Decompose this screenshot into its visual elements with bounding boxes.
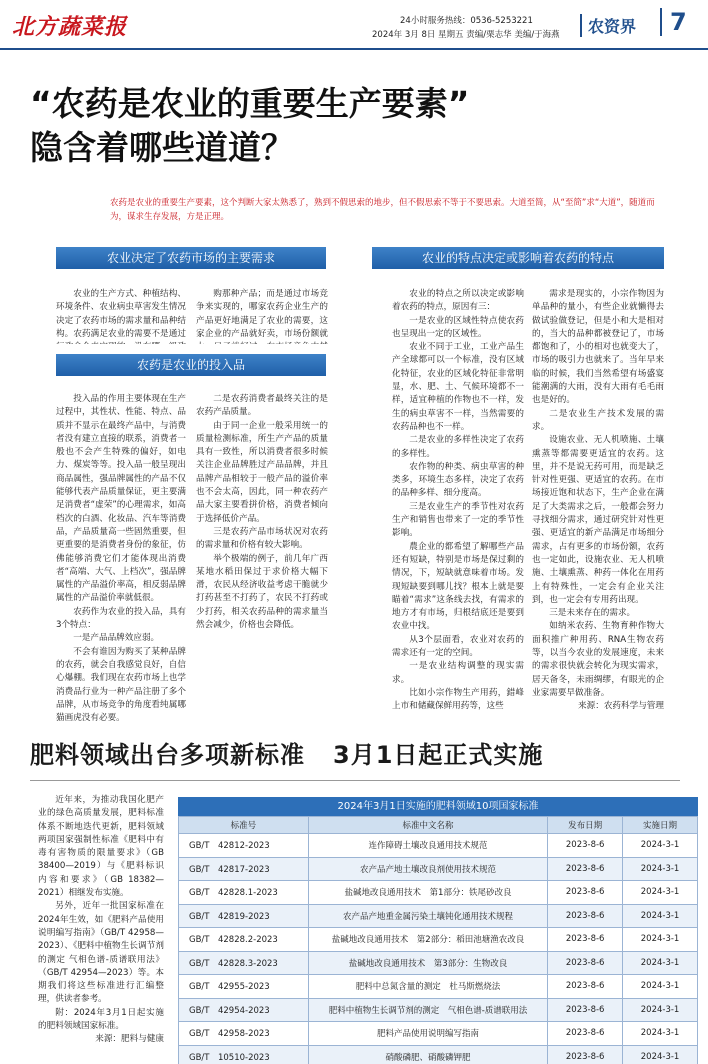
header-standard-name: 标准中文名称 bbox=[308, 817, 547, 834]
title-line-1: “农药是农业的重要生产要素” bbox=[30, 84, 470, 123]
title-line-2: 隐含着哪些道道？ bbox=[30, 128, 294, 167]
publish-date-cell: 2023-8-6 bbox=[548, 951, 623, 975]
effective-date-cell: 2024-3-1 bbox=[623, 998, 698, 1022]
fertilizer-headline bbox=[30, 735, 680, 770]
publish-date-cell: 2023-8-6 bbox=[548, 975, 623, 999]
effective-date-cell: 2024-3-1 bbox=[623, 975, 698, 999]
table-row bbox=[179, 928, 698, 952]
market-col-2: 购那种产品；而是通过市场竞争来实现的，哪家农药企业生产的产品更好地满足了农业的需要，这家企业的产品就好卖，市场份额就 bbox=[196, 289, 328, 339]
standard-no-cell: GB/T 42812-2023 bbox=[179, 834, 309, 858]
standard-name-cell: 肥料中总氮含量的测定 杜马斯燃烧法 bbox=[308, 975, 547, 999]
standard-no-cell: GB/T 42828.2-2023 bbox=[179, 928, 309, 952]
standard-name-cell: 盐碱地改良通用技术 第1部分：铁尾砂改良 bbox=[308, 881, 547, 905]
standard-no-cell: GB/T 42828.3-2023 bbox=[179, 951, 309, 975]
standard-name-cell: 盐碱地改良通用技术 第3部分：生物改良 bbox=[308, 951, 547, 975]
lead-paragraph: 农药是农业的重要生产要素，这个判断大家太熟悉了，熟到不假思索的地步，但不假思索不等于不要思索。大道至简，从“至简”求“大道”，随道而为，谋求生存发展，方是正理。 bbox=[110, 198, 655, 222]
effective-date-cell: 2024-3-1 bbox=[623, 881, 698, 905]
standard-name-cell: 肥料中植物生长调节剂的测定 气相色谱-质谱联用法 bbox=[308, 998, 547, 1022]
table-row bbox=[179, 881, 698, 905]
table-row bbox=[179, 857, 698, 881]
section-banner-characteristics: 农业的特点决定或影响着农药的特点 bbox=[372, 247, 664, 269]
fertilizer-source: 来源：肥料与健康 bbox=[95, 1034, 164, 1045]
standard-no-cell: GB/T 10510-2023 bbox=[179, 1045, 309, 1064]
article-source: 来源：农药科学与管理 bbox=[578, 701, 664, 712]
publish-date-cell: 2023-8-6 bbox=[548, 857, 623, 881]
characteristics-col-2: 需求是现实的，小宗作物因为单品种的量小，有些企业就懒得去做试验做登记，但是小和大是相对的，当大的品种都被登记了，市场都饱和了，小的相对也就变大了，市场的吸引力也就来了。当年早来临的时候，我们当然希望有场盛宴能潮满的大雨，没有大雨有毛毛雨也是好的。 二是农业生产技术发展的需求。 设施农业、无人机喷施、土壤熏蒸等都需要更适宜的农药。这里，并不是说无药可用，而是缺乏针对性更强、更适宜的农药。在市场接近饱和状态下，生产企业在满足了大类需求之后，一般都会努力寻找细分需求，通过研究针对性更强、更适宜的新产品满足市场细分需求，占有更多的市场份额，农药也一定如此，设施农业、无人机喷施、土壤熏蒸、种药一体化在用药上有特殊性，一定会有企业关注到，也一定会有专用药出现。 三是未来存在的需求。 如纳米农药、生物育种作物大面积推广种用药、RNA生物农药等，以当今农业的发展速度，未来的需求很快就会转化为现实需求，居天备冬，未雨绸缪，有眼光的企业家需要早做准备。 来源：农药科学与管理 bbox=[532, 288, 664, 724]
effective-date-cell: 2024-3-1 bbox=[623, 951, 698, 975]
standard-name-cell: 连作障碍土壤改良通用技术规范 bbox=[308, 834, 547, 858]
standard-name-cell: 肥料产品使用说明编写指南 bbox=[308, 1022, 547, 1046]
standard-name-cell: 农产品产地重金属污染土壤钝化通用技术规程 bbox=[308, 904, 547, 928]
publish-date-cell: 2023-8-6 bbox=[548, 834, 623, 858]
publish-date-cell: 2023-8-6 bbox=[548, 1045, 623, 1064]
fertilizer-article: 近年来，为推动我国化肥产业的绿色高质量发展，肥料标准体系不断地迭代更新，肥料领域两项国家强制性标准《肥料中有毒有害物质的限量要求》（GB 38400—2019）与《肥料标识 内容和要求》（GB 18382—2021）相继发布实施。 另外，近年一批国家标准在2024年生效，如《肥料产品使用说明编写指南》（GB/T 42958—2023）、《肥料中植物生长调节剂的测定 气相色谱-质谱联用法》（GB/T 42954—2023）等。本期我们将这些标准进行汇编整理，供读者参考。 附：2024年3月1日起实施的肥料领域国家标准。 来源：肥料与健康 bbox=[38, 794, 164, 1058]
section-divider bbox=[30, 780, 680, 781]
publish-date-cell: 2023-8-6 bbox=[548, 881, 623, 905]
table-row bbox=[179, 975, 698, 999]
effective-date-cell: 2024-3-1 bbox=[623, 834, 698, 858]
table-caption: 2024年3月1日实施的肥料领域10项国家标准 bbox=[178, 797, 698, 816]
standard-no-cell: GB/T 42954-2023 bbox=[179, 998, 309, 1022]
input-col-2: 二是农药消费者最终关注的是农药产品质量。 由于同一企业一般采用统一的质量检测标准，所生产产品的质量具有一致性，所以消费者很多时候关注企业品牌胜过产品品牌，并且品牌产品相较于一般产品的溢价率也不会太高，因此，同一种农药产品大家主要看拼价格，消费者倾向于选择低价产品。 三是农药产品市场状况对农药的需求量和价格有较大影响。 举个极端的例子，前几年广西某地水稻田保过于求价格大幅下滑，农民从经济收益考虑干脆就少打药甚至不打药了，农民不打药或少打药，相关农药品种的需求量当然会减少，价格也会降低。 bbox=[196, 394, 328, 631]
header-publish-date: 发布日期 bbox=[548, 817, 623, 834]
effective-date-cell: 2024-3-1 bbox=[623, 904, 698, 928]
header-standard-no: 标准号 bbox=[179, 817, 309, 834]
table-row bbox=[179, 951, 698, 975]
page-number: 7 bbox=[660, 8, 687, 36]
standard-no-cell: GB/T 42817-2023 bbox=[179, 857, 309, 881]
dateline: 2024年 3月 8日 星期五 责编/栗志华 美编/于海燕 bbox=[372, 30, 560, 40]
masthead-rule bbox=[0, 48, 708, 50]
page-title bbox=[30, 82, 670, 170]
effective-date-cell: 2024-3-1 bbox=[623, 928, 698, 952]
input-col-1: 投入品的作用主要体现在生产过程中，其性状、性能、特点、品质并不显示在最终产品中，与消费者没有建立直接的联系，消费者一般也不会产生特殊的偏好，如电力、煤炭等等。投入品一般呈现出商品属性，强品牌属性的产品不仅能够代表产品质量保证，更主要满足消费者“虚荣”的心理需求，如高档次的白酒、化妆品、汽车等消费品，产品质量高一些固然重要，但更重要的是消费者身份的象征，仿佛能够消费它们才能体现出消费者“高端、大气、上档次”，强品牌属性的产品溢价率高，相反弱品牌属性的产品溢价率就低很。 农药作为农业的投入品，具有3个特点： 一是产品品牌效应弱。 不会有谁因为购买了某种品牌的农药，就会自我感觉良好，自信心爆棚。我们现在农药市场上也学消费品行业为一种产品注册了多个品牌，从市场竞争的角度看纯属哪猫画虎没有必要。 bbox=[56, 394, 186, 723]
section-banner-market: 农业决定了农药市场的主要需求 bbox=[56, 247, 326, 269]
table-row bbox=[179, 834, 698, 858]
fertilizer-headline-part2: 3月1日起正式实施 bbox=[333, 741, 544, 769]
publish-date-cell: 2023-8-6 bbox=[548, 1022, 623, 1046]
table-row bbox=[179, 1022, 698, 1046]
table-header-row bbox=[179, 817, 698, 834]
standard-name-cell: 硝酸磷肥、硝酸磷钾肥 bbox=[308, 1045, 547, 1064]
header-effective-date: 实施日期 bbox=[623, 817, 698, 834]
effective-date-cell: 2024-3-1 bbox=[623, 1022, 698, 1046]
standard-name-cell: 农产品产地土壤改良剂使用技术规范 bbox=[308, 857, 547, 881]
publish-date-cell: 2023-8-6 bbox=[548, 904, 623, 928]
standard-no-cell: GB/T 42958-2023 bbox=[179, 1022, 309, 1046]
effective-date-cell: 2024-3-1 bbox=[623, 857, 698, 881]
effective-date-cell: 2024-3-1 bbox=[623, 1045, 698, 1064]
section-name: 农资界 bbox=[580, 14, 636, 37]
table-row bbox=[179, 1045, 698, 1064]
standard-no-cell: GB/T 42819-2023 bbox=[179, 904, 309, 928]
publish-date-cell: 2023-8-6 bbox=[548, 928, 623, 952]
market-col-1: 农业的生产方式、种植结构、环境条件、农业病虫草害发生情况决定了农药市场的需求量和品种结构。农药满足农业的需要不是通过 bbox=[56, 289, 186, 339]
standard-no-cell: GB/T 42955-2023 bbox=[179, 975, 309, 999]
standard-no-cell: GB/T 42828.1-2023 bbox=[179, 881, 309, 905]
section-banner-input: 农药是农业的投入品 bbox=[56, 354, 326, 376]
standard-name-cell: 盐碱地改良通用技术 第2部分：稻田池塘渔农改良 bbox=[308, 928, 547, 952]
characteristics-col-1: 农业的特点之所以决定或影响着农药的特点，原因有三： 一是农业的区域性特点使农药也呈现出一定的区域性。 农业不同于工业，工业产品生产全球都可以一个标准，没有区域化特征，农业的区域化特征非常明显，水、肥、土、气候环境都不一样，适宜种植的作物也不一样，发生的病虫草害不一样，当然需要的农药品种也不一样。 二是农业的多样性决定了农药的多样性。 农作物的种类、病虫草害的种类多，环境生态多样，决定了农药的品种多样、细分度高。 三是农业生产的季节性对农药生产和销售也带来了一定的季节性影响。 農企业的都希望了解哪些产品还有短缺，特别是市场是保过剩的情况，下，短缺就意味着市场。发现短缺要到哪儿找？根本上就是要瞄着“需求”这条线去找，有需求的地方才有市场，归根结底还是要到农业中找。 从3个层面看，农业对农药的需求还有一定的空间。 一是农业结构调整的现实需求。 比如小宗作物生产用药，錯峰上市和储藏保鲜用药等，这些 bbox=[392, 289, 524, 712]
newspaper-logo: 北方蔬菜报 bbox=[12, 14, 128, 40]
publish-date-cell: 2023-8-6 bbox=[548, 998, 623, 1022]
table-row bbox=[179, 998, 698, 1022]
table-row bbox=[179, 904, 698, 928]
fertilizer-headline-part1: 肥料领域出台多项新标准 bbox=[30, 741, 305, 769]
hotline: 24小时服务热线：0536-5253221 bbox=[400, 16, 533, 26]
standards-table bbox=[178, 797, 698, 1064]
